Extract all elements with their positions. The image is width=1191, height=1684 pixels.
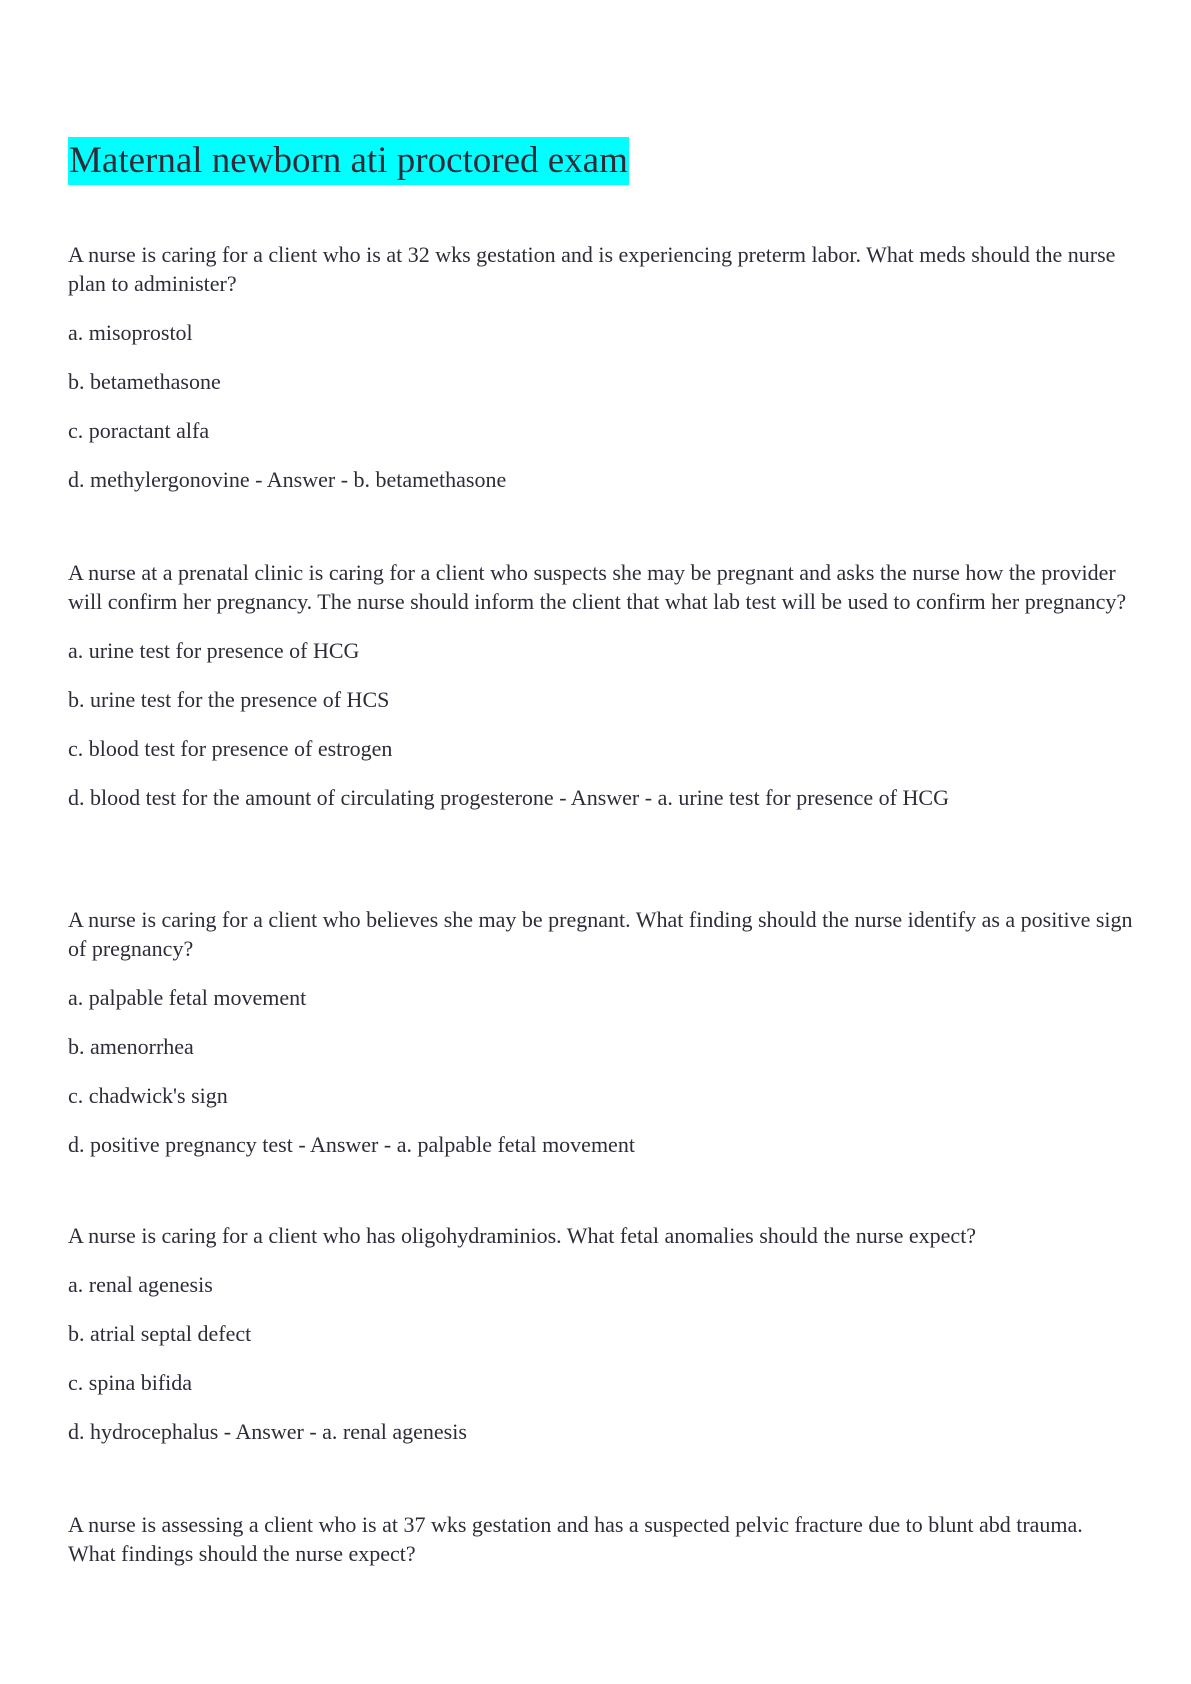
option: b. betamethasone — [68, 368, 221, 394]
option: b. urine test for the presence of HCS — [68, 686, 390, 712]
option: a. misoprostol — [68, 319, 193, 345]
option: c. spina bifida — [68, 1370, 193, 1395]
option: b. amenorrhea — [68, 1033, 194, 1059]
question-text: A nurse is assessing a client who is at 37 wks gestation and has a suspected pelvic fracture due to blunt abd trauma. What findings should the nurse expect? — [68, 1512, 1083, 1566]
question-1 — [68, 241, 1133, 494]
question-text: A nurse is caring for a client who believes she may be pregnant. What finding should the nurse identify as a positive sign of pregnancy? — [68, 907, 1133, 961]
document-title: Maternal newborn ati proctored exam — [68, 137, 629, 185]
option: a. renal agenesis — [68, 1272, 213, 1297]
option: b. atrial septal defect — [68, 1321, 252, 1346]
option-with-answer: d. hydrocephalus - Answer - a. renal agenesis — [68, 1419, 467, 1444]
option: c. blood test for presence of estrogen — [68, 735, 393, 761]
option-with-answer: d. methylergonovine - Answer - b. betamethasone — [68, 466, 507, 492]
option: c. chadwick's sign — [68, 1082, 228, 1108]
question-text: A nurse is caring for a client who is at 32 wks gestation and is experiencing preterm labor. What meds should the nurse plan to administer? — [68, 242, 1116, 296]
option-with-answer: d. positive pregnancy test - Answer - a. palpable fetal movement — [68, 1131, 635, 1157]
question-4 — [68, 1222, 1133, 1447]
option: c. poractant alfa — [68, 417, 210, 443]
question-text: A nurse is caring for a client who has oligohydraminios. What fetal anomalies should the nurse expect? — [68, 1223, 977, 1248]
question-2 — [68, 559, 1133, 812]
option: a. urine test for presence of HCG — [68, 637, 360, 663]
question-3 — [68, 906, 1133, 1159]
question-5 — [68, 1511, 1133, 1568]
option-with-answer: d. blood test for the amount of circulating progesterone - Answer - a. urine test for presence of HCG — [68, 784, 949, 810]
question-text: A nurse at a prenatal clinic is caring for a client who suspects she may be pregnant and asks the nurse how the provider will confirm her pregnancy. The nurse should inform the client that what lab test will be used to confirm her pregnancy? — [68, 560, 1127, 614]
option: a. palpable fetal movement — [68, 984, 307, 1010]
